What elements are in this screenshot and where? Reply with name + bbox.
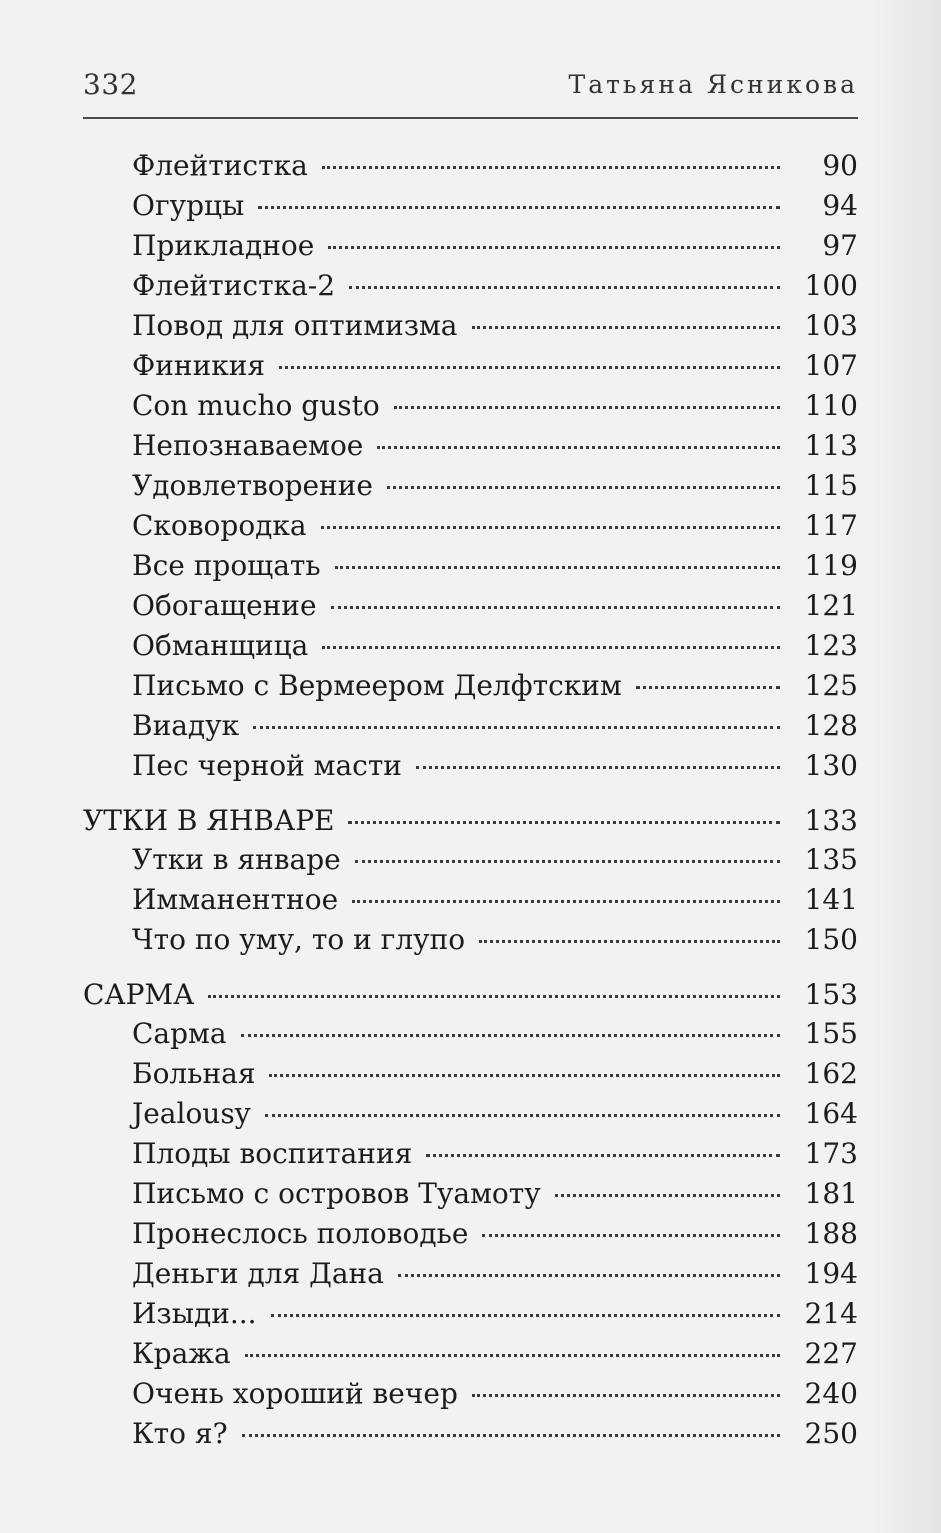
toc-section-heading [83, 975, 858, 1015]
page-number: 332 [83, 68, 138, 101]
toc-entry-page-number: 162 [804, 1057, 858, 1090]
dot-leader [269, 1074, 780, 1077]
toc-entry [132, 626, 858, 666]
dot-leader [555, 1194, 780, 1197]
dot-leader [394, 406, 780, 409]
toc-section-heading [83, 801, 858, 841]
dot-leader [328, 246, 780, 249]
dot-leader [321, 526, 780, 529]
toc-entry [132, 186, 858, 226]
toc-entry [132, 1214, 858, 1254]
toc-entry-title: Jealousy [132, 1097, 251, 1130]
toc-entry-title: Больная [132, 1057, 256, 1090]
toc-entry-title: Пес черной масти [132, 749, 402, 782]
toc-entry-page-number: 90 [822, 149, 858, 182]
toc-entry [132, 1134, 858, 1174]
toc-entry-page-number: 94 [822, 189, 858, 222]
dot-leader [416, 766, 780, 769]
toc-entry-page-number: 113 [804, 429, 858, 462]
dot-leader [398, 1274, 780, 1277]
toc-entry [132, 920, 858, 960]
toc-entry-page-number: 181 [804, 1177, 858, 1210]
dot-leader [352, 900, 780, 903]
toc-entry-page-number: 97 [822, 229, 858, 262]
toc-entry-page-number: 227 [804, 1337, 858, 1370]
dot-leader [258, 206, 780, 209]
running-head-author: Татьяна Ясникова [568, 70, 858, 99]
toc-entry-title: Что по уму, то и глупо [132, 923, 466, 956]
toc-entry-page-number: 141 [804, 883, 858, 916]
toc-entry-page-number: 188 [804, 1217, 858, 1250]
toc-entry [132, 1294, 858, 1334]
toc-entry-title: Con mucho gusto [132, 389, 380, 422]
toc-entry [132, 506, 858, 546]
toc-entry [132, 1054, 858, 1094]
dot-leader [348, 821, 780, 824]
toc-entry-page-number: 150 [804, 923, 858, 956]
dot-leader [208, 995, 780, 998]
toc-entry-title: Обогащение [132, 589, 317, 622]
toc-entry-page-number: 121 [804, 589, 858, 622]
dot-leader [472, 1394, 780, 1397]
toc-entry [132, 880, 858, 920]
toc-entry-title: Сковородка [132, 509, 307, 542]
toc-entry-title: Обманщица [132, 629, 309, 662]
toc-entry-page-number: 128 [804, 709, 858, 742]
toc-entry-title: Флейтистка-2 [132, 269, 336, 302]
toc-entry-title: Виадук [132, 709, 240, 742]
toc-entry [132, 1014, 858, 1054]
toc-entry-title: Утки в январе [132, 843, 341, 876]
toc-entry-page-number: 214 [804, 1297, 858, 1330]
toc-entry [132, 426, 858, 466]
toc-entry-page-number: 153 [804, 978, 858, 1011]
dot-leader [472, 326, 781, 329]
toc-entry-title: САРМА [83, 978, 195, 1011]
dot-leader [482, 1234, 780, 1237]
dot-leader [279, 366, 780, 369]
toc-entry-title: Прикладное [132, 229, 315, 262]
dot-leader [349, 286, 780, 289]
dot-leader [271, 1314, 780, 1317]
toc-entry [132, 546, 858, 586]
toc-entry-title: Повод для оптимизма [132, 309, 458, 342]
toc-entry-page-number: 194 [804, 1257, 858, 1290]
toc-entry-page-number: 107 [804, 349, 858, 382]
toc-entry-title: Плоды воспитания [132, 1137, 413, 1170]
toc-entry-page-number: 119 [804, 549, 858, 582]
toc-entry-title: Непознаваемое [132, 429, 364, 462]
toc-entry [132, 746, 858, 786]
toc-entry-title: Изыди... [132, 1297, 257, 1330]
toc-entry-page-number: 250 [804, 1417, 858, 1450]
toc-entry [132, 840, 858, 880]
toc-entry-title: Все прощать [132, 549, 321, 582]
toc-entry [132, 666, 858, 706]
dot-leader [331, 606, 780, 609]
toc-entry-page-number: 123 [804, 629, 858, 662]
dot-leader [355, 860, 780, 863]
toc-entry [132, 466, 858, 506]
toc-entry-page-number: 103 [804, 309, 858, 342]
toc-entry-page-number: 133 [804, 804, 858, 837]
toc-entry [132, 1374, 858, 1414]
toc-entry [132, 1414, 858, 1454]
toc-entry-title: Деньги для Дана [132, 1257, 384, 1290]
toc-entry [132, 226, 858, 266]
toc-entry-title: Огурцы [132, 189, 245, 222]
toc-entry-title: Финикия [132, 349, 266, 382]
toc-entry-page-number: 130 [804, 749, 858, 782]
dot-leader [335, 566, 780, 569]
toc-entry-page-number: 100 [804, 269, 858, 302]
toc-entry-title: Удовлетворение [132, 469, 373, 502]
dot-leader [245, 1354, 780, 1357]
toc-entry [132, 1254, 858, 1294]
toc-entry-page-number: 115 [804, 469, 858, 502]
toc-entry [132, 346, 858, 386]
dot-leader [387, 486, 780, 489]
toc-entry-title: Кража [132, 1337, 231, 1370]
toc-entry-page-number: 155 [804, 1017, 858, 1050]
dot-leader [242, 1434, 780, 1437]
toc-entry [132, 706, 858, 746]
dot-leader [253, 726, 780, 729]
dot-leader [426, 1154, 780, 1157]
dot-leader [265, 1114, 780, 1117]
toc-entry-title: Кто я? [132, 1417, 228, 1450]
toc-entry-title: Письмо с Вермеером Делфтским [132, 669, 622, 702]
toc-entry [132, 146, 858, 186]
toc-entry-page-number: 117 [804, 509, 858, 542]
dot-leader [377, 446, 780, 449]
dot-leader [322, 646, 780, 649]
toc-entry-title: Пронеслось половодье [132, 1217, 469, 1250]
toc-entry [132, 306, 858, 346]
toc-entry-page-number: 240 [804, 1377, 858, 1410]
dot-leader [636, 686, 780, 689]
toc-entry [132, 586, 858, 626]
toc-entry-page-number: 110 [804, 389, 858, 422]
toc-entry-page-number: 164 [804, 1097, 858, 1130]
toc-entry [132, 1174, 858, 1214]
dot-leader [322, 166, 780, 169]
toc-entry-page-number: 125 [804, 669, 858, 702]
toc-entry-title: Имманентное [132, 883, 339, 916]
toc-entry-title: Письмо с островов Туамоту [132, 1177, 541, 1210]
toc-entry [132, 1094, 858, 1134]
toc-entry-title: Сарма [132, 1017, 227, 1050]
toc-entry-title: Очень хороший вечер [132, 1377, 458, 1410]
toc-entry [132, 1334, 858, 1374]
toc-entry [132, 266, 858, 306]
toc-entry-title: УТКИ В ЯНВАРЕ [83, 804, 335, 837]
dot-leader [241, 1034, 780, 1037]
toc-entry-page-number: 173 [804, 1137, 858, 1170]
toc-entry-title: Флейтистка [132, 149, 308, 182]
dot-leader [479, 940, 780, 943]
toc-entry-page-number: 135 [804, 843, 858, 876]
toc-entry [132, 386, 858, 426]
